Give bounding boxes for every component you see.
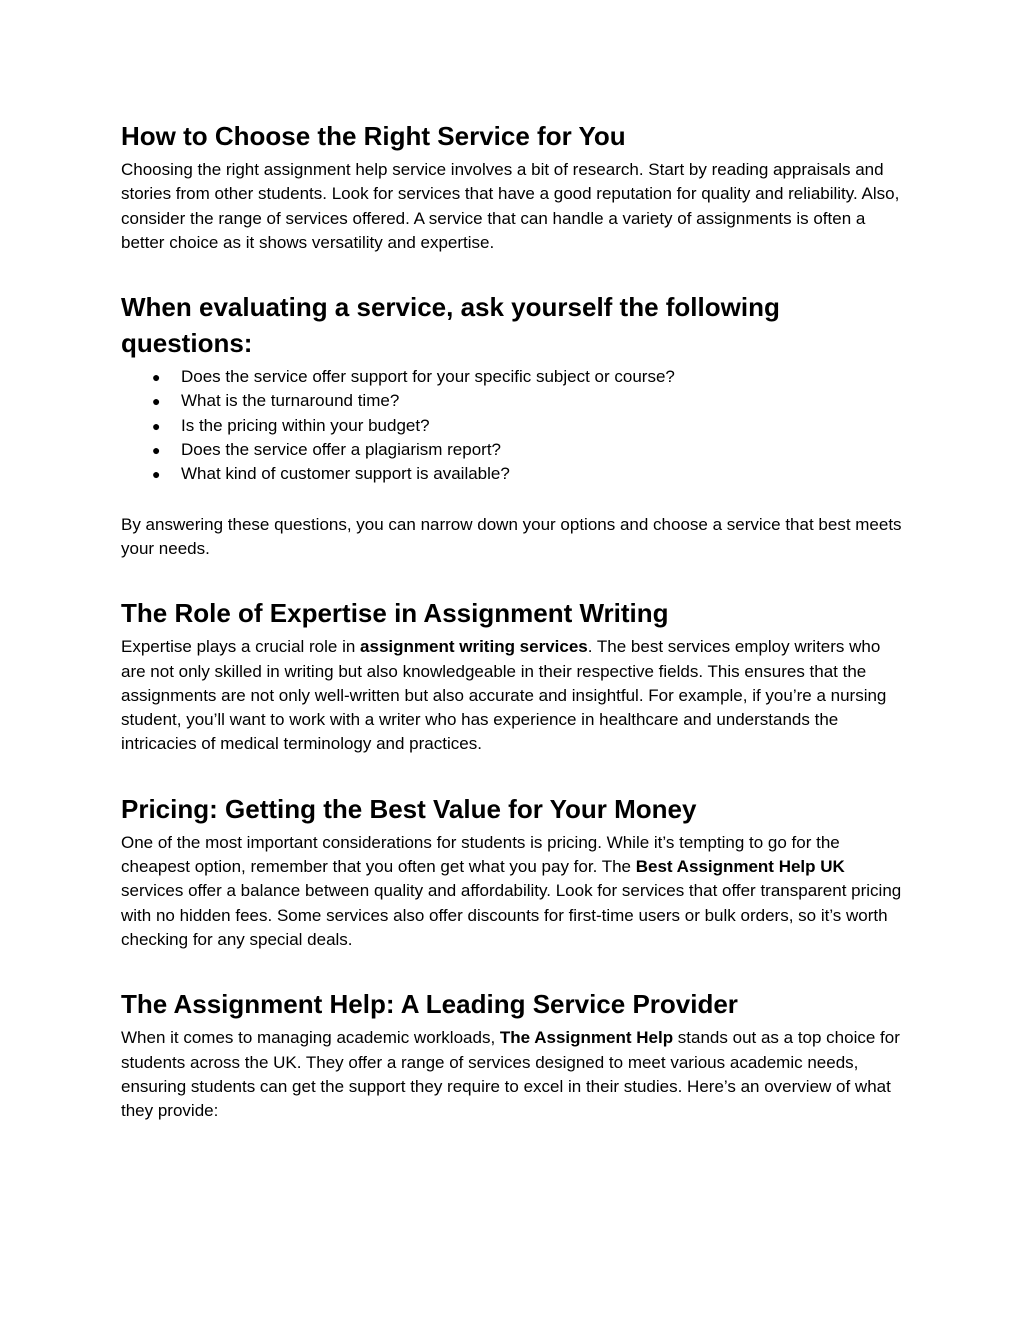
list-item <box>121 462 908 486</box>
questions-list <box>121 365 908 486</box>
bold-text-best-assignment-help-uk: Best Assignment Help UK <box>635 857 845 877</box>
text-run: stands out as a top choice for students across the UK. They offer a range of services designed to meet various academic needs, ensuring students can get the support they require to excel in their studies. Here’s an overview of what they provide: <box>121 1028 900 1121</box>
bullet-icon: ● <box>152 369 161 386</box>
paragraph-choose-service: Choosing the right assignment help service involves a bit of research. Start by reading appraisals and stories from other students. Look for services that have a good reputation for quality and reliability. Also, consider the range of services offered. A service that can handle a variety of assignments is often a better choice as it shows versatility and expertise. <box>121 160 900 252</box>
bullet-icon: ● <box>152 466 161 483</box>
bullet-icon: ● <box>152 393 161 410</box>
paragraph-pricing <box>121 831 908 952</box>
list-item-text: Does the service offer a plagiarism report? <box>181 440 502 460</box>
heading-pricing: Pricing: Getting the Best Value for Your Money <box>121 793 697 824</box>
heading-evaluating-questions: When evaluating a service, ask yourself the following questions: <box>121 292 780 359</box>
heading-leading-provider: The Assignment Help: A Leading Service Provider <box>121 989 738 1020</box>
section-expertise <box>121 595 908 756</box>
list-item-text: What kind of customer support is available? <box>181 464 510 484</box>
section-choose-service <box>121 118 908 255</box>
heading-expertise: The Role of Expertise in Assignment Writing <box>121 598 669 629</box>
list-item <box>121 365 908 389</box>
text-run: Expertise plays a crucial role in <box>121 637 361 657</box>
text-run: services offer a balance between quality and affordability. Look for services that offer transparent pricing with no hidden fees. Some services also offer discounts for first-time users or bulk orders, so it’s worth checking for any special deals. <box>121 881 902 949</box>
list-item <box>121 389 908 413</box>
paragraph-evaluating-summary: By answering these questions, you can narrow down your options and choose a service that best meets your needs. <box>121 514 902 558</box>
list-item-text: What is the turnaround time? <box>181 391 400 411</box>
text-run: . The best services employ writers who are not only skilled in writing but also knowledgeable in their respective fields. This ensures that the assignments are not only well-written but also accurate and insightful. For example, if you’re a nursing student, you’ll want to work with a writer who has experience in healthcare and understands the intricacies of medical terminology and practices. <box>121 637 887 754</box>
section-pricing <box>121 791 908 952</box>
section-leading-provider <box>121 986 908 1123</box>
bullet-icon: ● <box>152 442 161 459</box>
paragraph-leading-provider <box>121 1026 908 1123</box>
bold-text-the-assignment-help: The Assignment Help <box>499 1028 674 1048</box>
section-evaluating-questions <box>121 289 908 561</box>
list-item-text: Is the pricing within your budget? <box>181 415 430 435</box>
list-item <box>121 438 908 462</box>
heading-choose-service: How to Choose the Right Service for You <box>121 121 626 151</box>
list-item-text: Does the service offer support for your specific subject or course? <box>181 367 675 387</box>
text-run: One of the most important considerations for students is pricing. While it’s tempting to go for the cheapest option, remember that you often get what you pay for. The <box>121 832 840 877</box>
text-run: When it comes to managing academic workloads, <box>121 1028 500 1048</box>
list-item <box>121 414 908 438</box>
paragraph-expertise <box>121 635 908 756</box>
bullet-icon: ● <box>152 417 161 434</box>
bold-text-assignment-writing-services: assignment writing services <box>360 637 588 657</box>
